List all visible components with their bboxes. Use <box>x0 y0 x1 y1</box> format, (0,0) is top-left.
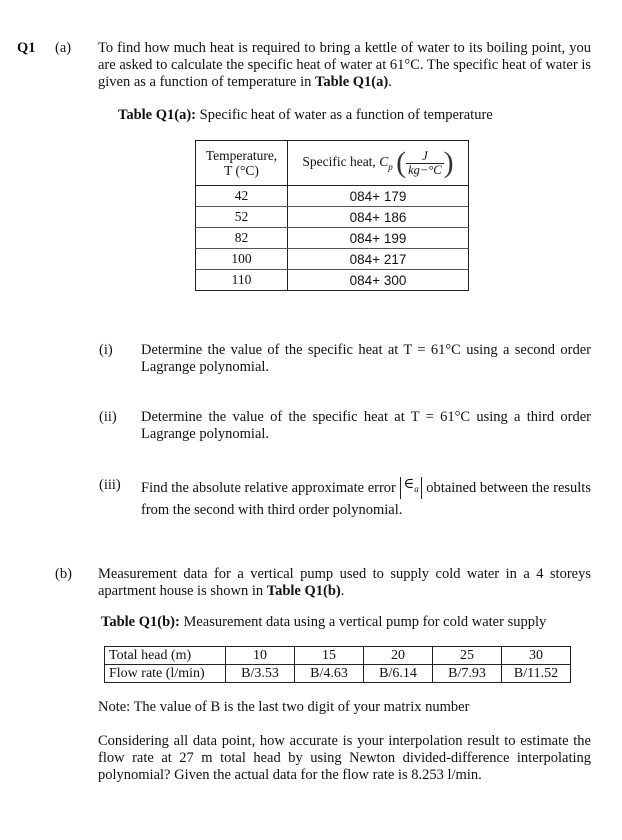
specific-heat-cell: 084+ 186 <box>288 207 469 228</box>
specific-heat-cell: 084+ 179 <box>288 186 469 207</box>
temperature-cell: 110 <box>196 270 288 291</box>
closing-paragraph: Considering all data point, how accurate is your interpolation result to estimate the flow rate at 27 m total head by using Newton divided-difference interpolating polynomial? Given the actual data for the flow rate is 8.253 l/min. <box>98 733 591 783</box>
pump-data-table <box>104 646 571 683</box>
temperature-cell: 52 <box>196 207 288 228</box>
item-iii-text: Find the absolute relative approximate error $\in_a$ obtained between the results from the second with third order polynomial. <box>141 476 591 518</box>
table-ref: Table Q1(b) <box>266 583 341 599</box>
part-a-label: (a) <box>55 40 72 56</box>
table-row <box>196 249 469 270</box>
temperature-cell: 82 <box>196 228 288 249</box>
table-row <box>196 186 469 207</box>
table-b-caption: Table Q1(b): Measurement data using a vertical pump for cold water supply <box>101 614 547 630</box>
item-ii-label: (ii) <box>99 409 117 425</box>
table-row <box>105 665 571 683</box>
head-cell: 20 <box>364 647 433 665</box>
table-header-row <box>196 141 469 186</box>
flow-cell: B/4.63 <box>295 665 364 683</box>
item-i-label: (i) <box>99 342 113 358</box>
flow-cell: B/11.52 <box>502 665 571 683</box>
item-i-text: Determine the value of the specific heat at T = 61°C using a second order Lagrange polynomial. <box>141 342 591 375</box>
table-row <box>196 228 469 249</box>
table-ref: Table Q1(a) <box>315 74 389 90</box>
part-a-intro-last-line: given as a function of temperature in Table Q1(a). <box>98 74 392 90</box>
head-cell: 15 <box>295 647 364 665</box>
temperature-header: Temperature, T (°C) <box>196 141 288 186</box>
table-row <box>196 270 469 291</box>
part-a-intro <box>98 40 591 91</box>
head-cell: 30 <box>502 647 571 665</box>
flow-rate-label: Flow rate (l/min) <box>105 665 226 683</box>
temperature-cell: 100 <box>196 249 288 270</box>
table-row <box>196 207 469 228</box>
relative-error-symbol: $\in_a$ <box>400 477 421 499</box>
note-text: Note: The value of B is the last two digit of your matrix number <box>98 699 470 715</box>
specific-heat-cell: 084+ 300 <box>288 270 469 291</box>
specific-heat-cell: 084+ 199 <box>288 228 469 249</box>
part-b-intro: Measurement data for a vertical pump used to supply cold water in a 4 storeys apartment house is shown in Table Q1(b). <box>98 566 591 599</box>
part-a-intro-line: are asked to calculate the specific heat of water at 61°C. The specific heat of water is <box>98 57 591 73</box>
table-a-caption: Table Q1(a): Specific heat of water as a function of temperature <box>118 107 493 123</box>
flow-cell: B/6.14 <box>364 665 433 683</box>
total-head-label: Total head (m) <box>105 647 226 665</box>
head-cell: 10 <box>226 647 295 665</box>
temperature-cell: 42 <box>196 186 288 207</box>
unit-fraction: $\frac{J}{kg-^\circ C}$ <box>408 148 442 177</box>
table-row <box>105 647 571 665</box>
flow-cell: B/3.53 <box>226 665 295 683</box>
head-cell: 25 <box>433 647 502 665</box>
item-ii-text: Determine the value of the specific heat at T = 61°C using a third order Lagrange polynomial. <box>141 409 591 442</box>
specific-heat-table <box>195 140 469 291</box>
left-paren: ( <box>396 146 407 179</box>
part-a-intro-line: To find how much heat is required to bring a kettle of water to its boiling point, you <box>98 40 591 56</box>
specific-heat-header: Specific heat, $C_p$ ( $\frac{J}{kg-^\circ C}$ ) <box>288 141 469 186</box>
right-paren: ) <box>443 146 454 179</box>
item-iii-label: (iii) <box>99 477 121 493</box>
question-number: Q1 <box>17 40 36 56</box>
part-b-label: (b) <box>55 566 72 582</box>
specific-heat-cell: 084+ 217 <box>288 249 469 270</box>
flow-cell: B/7.93 <box>433 665 502 683</box>
